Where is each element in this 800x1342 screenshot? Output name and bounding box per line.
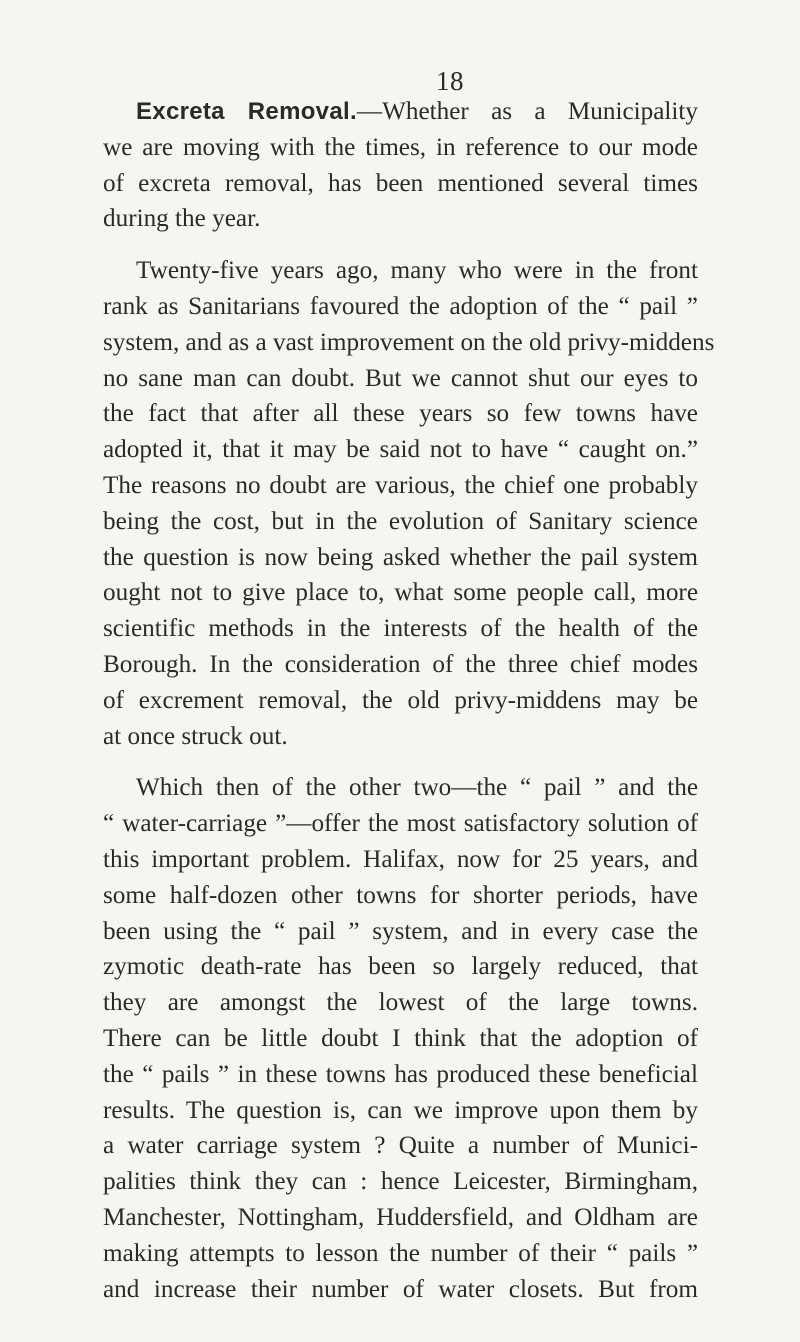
text-line: and increase their number of water closets. But from <box>103 1275 698 1303</box>
text-line: Borough. In the consideration of the three chief modes <box>103 650 698 678</box>
text-line: at once struck out. <box>103 722 288 750</box>
text-line: “ water-carriage ”—offer the most satisfactory solution of <box>103 810 698 838</box>
text-line-run: —Whether as a Municipality <box>356 98 698 125</box>
text-line: during the year. <box>103 205 261 233</box>
text-line: been using the “ pail ” system, and in every case the <box>103 917 698 945</box>
text-line: the question is now being asked whether the pail system <box>103 543 698 571</box>
text-line: Which then of the other two—the “ pail ” and the <box>136 774 698 802</box>
text-line: The reasons no doubt are various, the chief one probably <box>103 471 698 499</box>
paragraph-twenty-five-years <box>103 253 715 754</box>
text-line: some half-dozen other towns for shorter periods, have <box>103 881 698 909</box>
text-line <box>103 94 698 130</box>
text-line: the fact that after all these years so few towns have <box>103 400 698 428</box>
text-line: this important problem. Halifax, now for 25 years, and <box>103 845 698 873</box>
text-line: rank as Sanitarians favoured the adoption of the “ pail ” <box>103 292 698 320</box>
text-line: system, and as a vast improvement on the old privy-middens <box>103 328 715 356</box>
text-line: they are amongst the lowest of the large towns. <box>103 989 698 1017</box>
text-line: There can be little doubt I think that the adoption of <box>103 1024 698 1052</box>
text-line: a water carriage system ? Quite a number of Munici- <box>103 1132 698 1160</box>
section-heading: Excreta Removal. <box>136 98 357 125</box>
text-line: of excreta removal, has been mentioned several times <box>103 169 698 197</box>
text-line: the “ pails ” in these towns has produced these beneficial <box>103 1060 698 1088</box>
text-line: ought not to give place to, what some people call, more <box>103 579 698 607</box>
body-text <box>103 94 715 1307</box>
page-number: 18 <box>436 66 464 96</box>
text-line: no sane man can doubt. But we cannot shut our eyes to <box>103 364 698 392</box>
text-line: being the cost, but in the evolution of Sanitary science <box>103 507 698 535</box>
text-line: palities think they can : hence Leicester, Birmingham, <box>103 1168 698 1196</box>
text-line: Twenty-five years ago, many who were in the front <box>136 257 698 285</box>
text-line: scientific methods in the interests of the health of the <box>103 615 698 643</box>
text-line: Manchester, Nottingham, Huddersfield, and Oldham are <box>103 1203 698 1231</box>
text-line: of excrement removal, the old privy-middens may be <box>103 686 698 714</box>
text-line: making attempts to lesson the number of their “ pails ” <box>103 1239 698 1267</box>
text-line: we are moving with the times, in reference to our mode <box>103 133 698 161</box>
text-line: zymotic death-rate has been so largely reduced, that <box>103 953 698 981</box>
text-line: results. The question is, can we improve upon them by <box>103 1096 698 1124</box>
paragraph-which-then <box>103 770 698 1307</box>
paragraph-excreta-removal <box>103 94 698 237</box>
text-line: adopted it, that it may be said not to have “ caught on.” <box>103 436 698 464</box>
